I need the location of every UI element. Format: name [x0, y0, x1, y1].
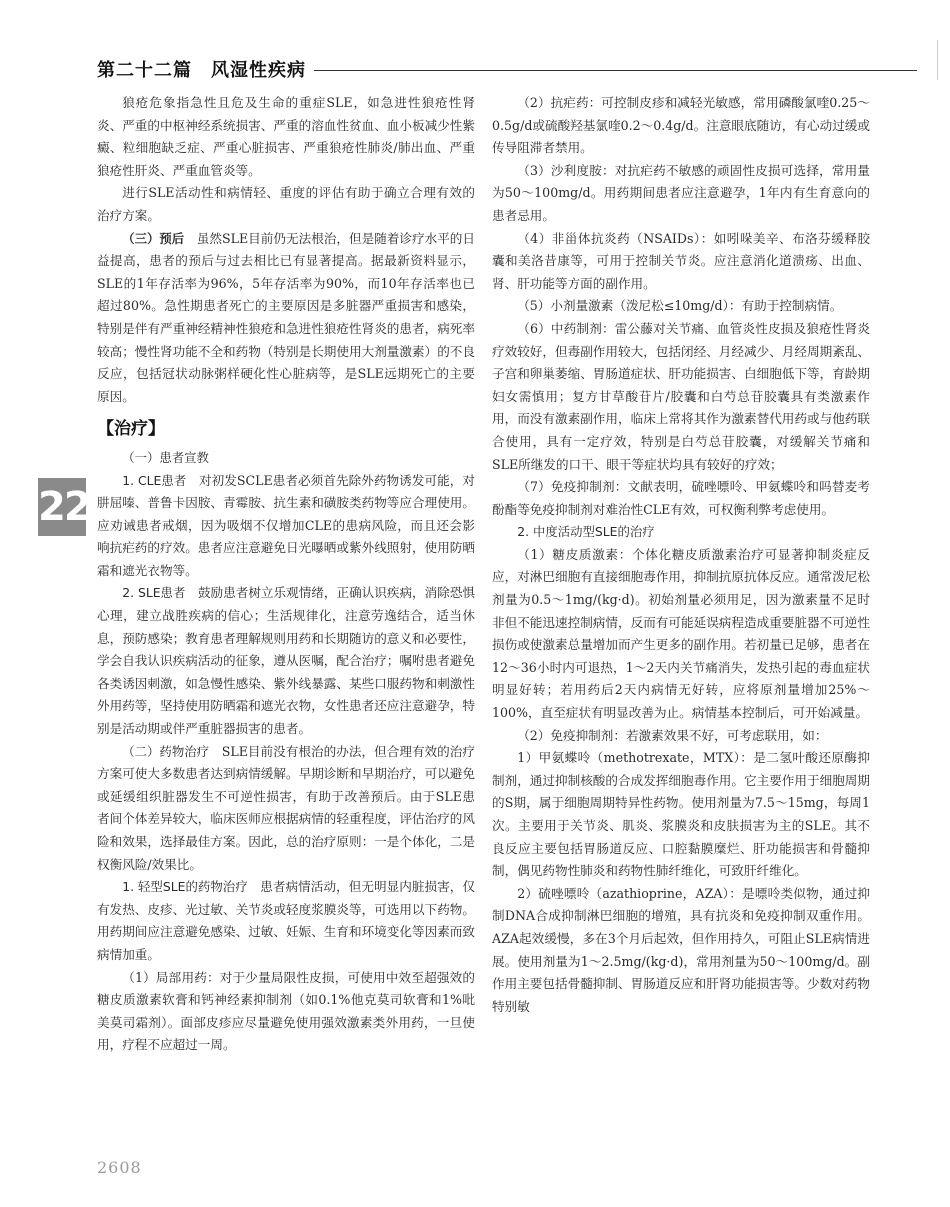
paragraph-text: 虽然SLE目前仍无法根治，但是随着诊疗水平的日益提高，患者的预后与过去相比已有显著提高。据最新资料显示，SLE的1年存活率为96%，5年存活率为90%，而10年存活率也已超过80%。急性期患者死亡的主要原因是多脏器严重损害和感染，特别是伴有严重神经精神性狼疮和急进性狼疮性肾炎的患者，病死率较高；慢性肾功能不全和药物（特别是长期使用大剂量激素）的不良反应，包括冠状动脉粥样硬化性心脏病等，是SLE远期死亡的主要原因。: [97, 230, 476, 404]
paragraph: （1）局部用药：对于少量局限性皮损，可使用中效至超强效的糖皮质激素软膏和钙神经素抑制剂（如0.1%他克莫司软膏和1%吡美莫司霜剂）。面部皮疹应尽量避免使用强效激素类外用药，一旦使用，疗程不应超过一周。: [97, 969, 475, 1053]
paragraph: [97, 470, 475, 583]
running-header: [97, 56, 917, 82]
subsection-heading: （二）药物治疗: [122, 743, 210, 759]
paragraph-text: 鼓励患者树立乐观情绪，正确认识疾病，消除恐惧心理，建立战胜疾病的信心；生活规律化，注意劳逸结合，适当休息，预防感染；教育患者理解规则用药和长期随访的意义和必要性，学会自我认识疾病活动的征象，遵从医嘱，配合治疗；嘱咐患者避免各类诱因刺激，如急慢性感染、紫外线暴露、某些口服药物和刺激性外用药等，坚持使用防晒霜和遮光衣物，女性患者还应注意避孕，特别是活动期或伴严重脏器损害的患者。: [97, 585, 476, 737]
paragraph: （2）抗疟药：可控制皮疹和减轻光敏感，常用磷酸氯喹0.25～0.5g/d或硫酸羟基氯喹0.2～0.4g/d。注意眼底随访，有心动过缓或传导阻滞者禁用。: [492, 95, 870, 156]
paragraph: （7）免疫抑制剂：文献表明，硫唑嘌呤、甲氨蝶呤和吗替麦考酚酯等免疫抑制剂对难治性CLE有效，可权衡利弊考虑使用。: [492, 479, 870, 517]
paragraph-text: 对初发SCLE患者必须首先除外药物诱发可能，对肼屈嗪、普鲁卡因胺、青霉胺、抗生素和磺胺类药物等应合理使用。应劝诫患者戒烟，因为吸烟不仅增加CLE的患病风险，而且还会影响抗疟药的疗效。患者应注意避免日光曝晒或紫外线照射，使用防晒霜和遮光衣物等。: [97, 472, 475, 578]
paragraph: （5）小剂量激素（泼尼松≤10mg/d）：有助于控制病情。: [517, 298, 843, 314]
header-rule: [314, 70, 917, 71]
item-heading: 1. CLE患者: [122, 472, 187, 488]
paragraph-text: SLE目前没有根治的办法，但合理有效的治疗方案可使大多数患者达到病情缓解。早期诊断和早期治疗，可以避免或延缓组织脏器发生不可逆性损害，有助于改善预后。由于SLE患者间个体差异较大，临床医师应根据病情的轻重程度，评估治疗的风险和效果，选择最佳方案。因此，总的治疗原则：一是个体化，二是权衡风险/效果比。: [97, 743, 476, 872]
paragraph: [97, 228, 475, 409]
paragraph: 2）硫唑嘌呤（azathioprine，AZA）：是嘌呤类似物，通过抑制DNA合成抑制淋巴细胞的增殖，具有抗炎和免疫抑制双重作用。AZA起效缓慢，多在3个月后起效，但作用持久，可阻止SLE病情进展。使用剂量为1～2.5mg/(kg·d)，常用剂量为50～100mg/d。副作用主要包括骨髓抑制、胃肠道反应和肝肾功能损害等。少数对药物特别敏: [492, 885, 870, 1014]
paragraph: 狼疮危象指急性且危及生命的重症SLE，如急进性狼疮性肾炎、严重的中枢神经系统损害、严重的溶血性贫血、血小板减少性紫癜、粒细胞缺乏症、严重心脏损害、严重狼疮性肺炎/肺出血、严重狼疮性肝炎、严重血管炎等。: [97, 95, 475, 178]
left-column: [97, 92, 475, 1057]
paragraph: （3）沙利度胺：对抗疟药不敏感的顽固性皮损可选择，常用量为50～100mg/d。用药期间患者应注意避孕，1年内有生育意向的患者忌用。: [492, 162, 870, 223]
paragraph: [97, 876, 475, 966]
page-number: 2608: [97, 1158, 142, 1177]
paragraph: [97, 741, 475, 877]
right-column: [492, 92, 870, 1018]
paragraph: （6）中药制剂：雷公藤对关节痛、血管炎性皮损及狼疮性肾炎疗效较好，但毒副作用较大，包括闭经、月经减少、月经周期紊乱、子宫和卵巢萎缩、胃肠道症状、肝功能损害、白细胞低下等，育龄期妇女需慎用；复方甘草酸苷片/胶囊和白芍总苷胶囊具有类激素作用，而没有激素副作用，临床上常将其作为激素替代用药或与他药联合使用，具有一定疗效，特别是白芍总苷胶囊，对缓解关节痛和SLE所继发的口干、眼干等症状均具有较好的疗效；: [492, 320, 870, 472]
paragraph-text: 患者病情活动，但无明显内脏损害，仅有发热、皮疹、光过敏、关节炎或轻度浆膜炎等，可选用以下药物。用药期间应注意避免感染、过敏、妊娠、生育和环境变化等因素而致病情加重。: [97, 879, 476, 962]
paragraph: 1）甲氨蝶呤（methotrexate，MTX）：是二氢叶酸还原酶抑制剂，通过抑制核酸的合成发挥细胞毒作用。它主要作用于细胞周期的S期，属于细胞周期特异性药物。使用剂量为7.5～15mg，每周1次。主要用于关节炎、肌炎、浆膜炎和皮肤损害为主的SLE。其不良反应主要包括胃肠道反应、口腔黏膜糜烂、肝功能损害和骨髓抑制，偶见药物性肺炎和药物性肺纤维化，可致肝纤维化。: [492, 750, 870, 879]
paragraph: （4）非甾体抗炎药（NSAIDs）：如吲哚美辛、布洛芬缓释胶囊和美洛昔康等，可用于控制关节炎。应注意消化道溃疡、出血、肾、肝功能等方面的副作用。: [492, 230, 870, 291]
section-heading: 【治疗】: [97, 419, 165, 440]
item-heading: 2. SLE患者: [122, 585, 186, 601]
paragraph: [97, 582, 475, 740]
chapter-tab: 22: [38, 478, 86, 536]
item-heading: 2. 中度活动型SLE的治疗: [517, 524, 655, 540]
paragraph: （1）糖皮质激素：个体化糖皮质激素治疗可显著抑制炎症反应，对淋巴细胞有直接细胞毒作用，抑制抗原抗体反应。通常泼尼松剂量为0.5～1mg/(kg·d)。初始剂量必须用足，因为激素量不足时非但不能迅速控制病情，反而有可能延误病程造成重要脏器不可逆性损伤或使激素总量增加而产生更多的副作用。若初量已足够，患者在12～36小时内可退热，1～2天内关节痛消失，发热引起的毒血症状明显好转；若用药后2天内病情无好转，应将原剂量增加25%～100%，直至症状有明显改善为止。病情基本控制后，可开始减量。: [492, 546, 870, 721]
header-title: 第二十二篇 风湿性疾病: [97, 60, 306, 81]
subsection-heading: （一）患者宣教: [122, 449, 209, 465]
subsection-heading: （三）预后: [122, 230, 185, 246]
item-heading: 1. 轻型SLE的药物治疗: [122, 879, 248, 895]
paragraph: （2）免疫抑制剂：若激素效果不好，可考虑联用，如：: [517, 727, 828, 743]
page-edge-mark: [937, 40, 938, 80]
paragraph: 进行SLE活动性和病情轻、重度的评估有助于确立合理有效的治疗方案。: [97, 185, 475, 223]
